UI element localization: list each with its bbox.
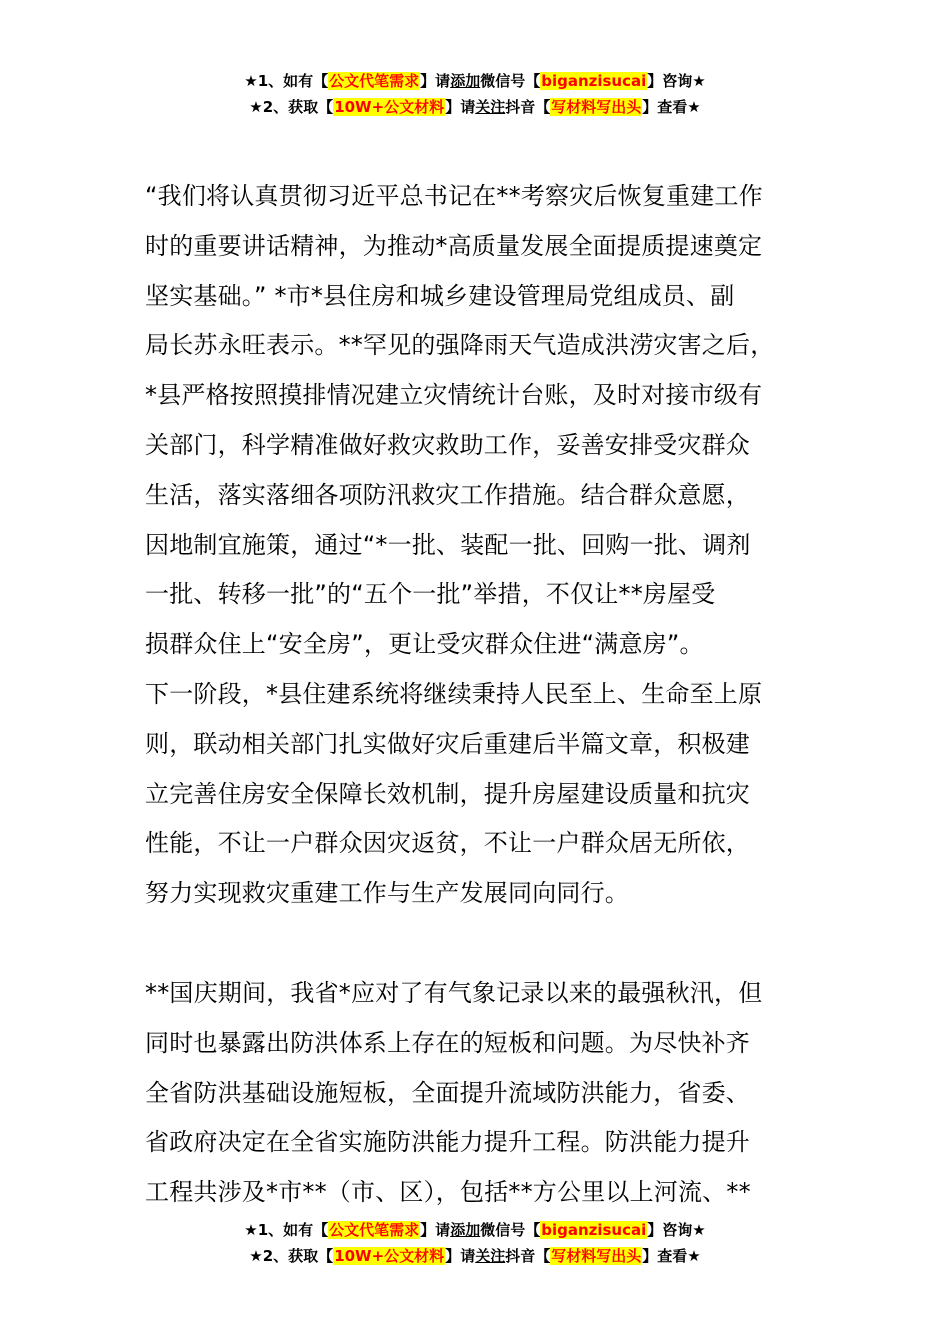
document-body	[145, 172, 835, 1218]
text-line: 全省防洪基础设施短板，全面提升流域防洪能力，省委、	[145, 1078, 750, 1107]
text-line: 努力实现救灾重建工作与生产发展同向同行。	[145, 879, 629, 908]
text-line: 时的重要讲话精神，为推动*高质量发展全面提质提速奠定	[145, 231, 763, 260]
paragraph-1	[145, 172, 835, 919]
text-line: “我们将认真贯彻习近平总书记在**考察灾后恢复重建工作	[145, 182, 763, 210]
text-line: 坚实基础。” *市*县住房和城乡建设管理局党组成员、副	[145, 281, 735, 310]
materials-highlight: 10W+公文材料	[334, 98, 445, 116]
text-line: 立完善住房安全保障长效机制，提升房屋建设质量和抗灾	[145, 779, 750, 808]
text-line: **国庆期间，我省*应对了有气象记录以来的最强秋汛，但	[145, 978, 763, 1007]
ghostwriting-highlight: 公文代笔需求	[329, 72, 420, 90]
text-line: 关部门，科学精准做好救灾救助工作，妥善安排受灾群众	[145, 430, 750, 459]
footer-banner-line-2: ★2、获取【10W+公文材料】请关注抖音【写材料写出头】查看★	[249, 1247, 701, 1265]
wechat-id-highlight: biganzisucai	[541, 72, 647, 90]
materials-highlight: 10W+公文材料	[334, 1247, 445, 1265]
text-line: 下一阶段，*县住建系统将继续秉持人民至上、生命至上原	[145, 679, 763, 708]
wechat-id-highlight: biganzisucai	[541, 1221, 647, 1239]
douyin-account-highlight: 写材料写出头	[551, 98, 642, 116]
douyin-account-highlight: 写材料写出头	[551, 1247, 642, 1265]
text-line: 因地制宜施策，通过“*一批、装配一批、回购一批、调剂	[145, 530, 751, 559]
text-line: 性能，不让一户群众因灾返贫，不让一户群众居无所依，	[145, 829, 750, 858]
header-banner	[0, 68, 950, 120]
text-line: 生活，落实落细各项防汛救灾工作措施。结合群众意愿，	[145, 480, 750, 509]
text-line: 局长苏永旺表示。**罕见的强降雨天气造成洪涝灾害之后，	[145, 331, 775, 360]
text-line: 工程共涉及*市**（市、区），包括**方公里以上河流、**	[145, 1178, 751, 1207]
header-banner-line-2: ★2、获取【10W+公文材料】请关注抖音【写材料写出头】查看★	[249, 98, 701, 116]
text-line: 则，联动相关部门扎实做好灾后重建后半篇文章，积极建	[145, 729, 750, 758]
text-line: 同时也暴露出防洪体系上存在的短板和问题。为尽快补齐	[145, 1028, 750, 1057]
header-banner-line-1: ★1、如有【公文代笔需求】请添加微信号【biganzisucai】咨询★	[244, 72, 706, 90]
text-line: *县严格按照摸排情况建立灾情统计台账，及时对接市级有	[145, 381, 763, 410]
text-line: 一批、转移一批”的“五个一批”举措，不仅让**房屋受	[145, 580, 716, 609]
footer-banner-line-1: ★1、如有【公文代笔需求】请添加微信号【biganzisucai】咨询★	[244, 1221, 706, 1239]
paragraph-2	[145, 969, 835, 1218]
paragraph-spacer	[145, 919, 835, 969]
text-line: 省政府决定在全省实施防洪能力提升工程。防洪能力提升	[145, 1128, 750, 1157]
ghostwriting-highlight: 公文代笔需求	[329, 1221, 420, 1239]
text-line: 损群众住上“安全房”，更让受灾群众住进“满意房”。	[145, 630, 704, 659]
footer-banner	[0, 1217, 950, 1269]
